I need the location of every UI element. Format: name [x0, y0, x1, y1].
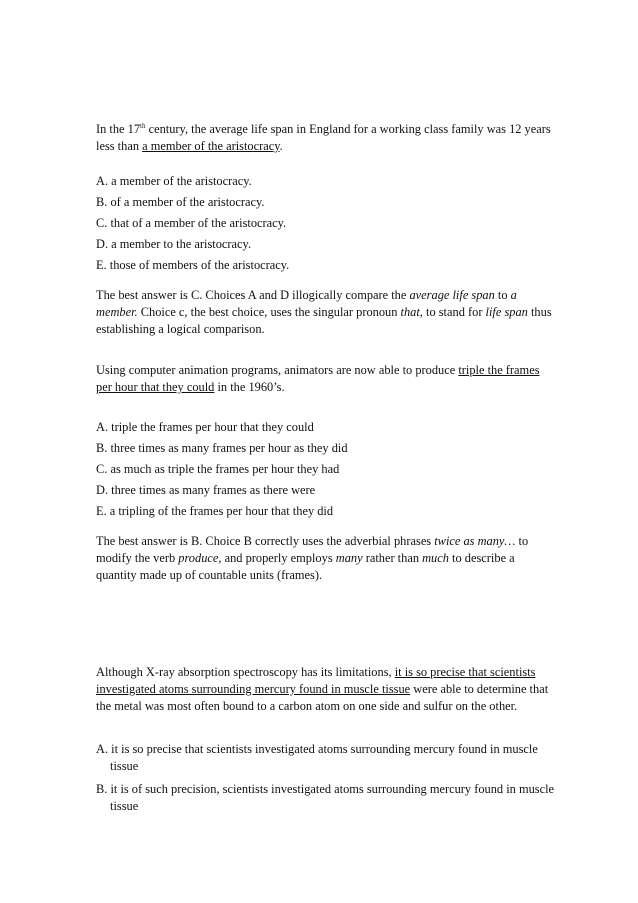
question-1-choices — [96, 173, 556, 274]
choice-c: C. that of a member of the aristocracy. — [96, 216, 287, 230]
question-2-choices — [96, 419, 556, 520]
choice-d: D. three times as many frames as there were — [96, 483, 316, 497]
underlined-phrase: triple the frames per hour that they could — [96, 363, 540, 394]
question-3-stem: Although X-ray absorption spectroscopy has its limitations, it is so precise that scientists investigated atoms surrounding mercury found in muscle tissue were able to determine that the metal was most often bound to a carbon atom on one side and sulfur on the other. — [96, 665, 549, 713]
question-3-choices — [96, 741, 556, 815]
choice-a: A. triple the frames per hour that they could — [96, 420, 314, 434]
underlined-phrase: a member of the aristocracy — [142, 139, 280, 153]
choice-a: A. a member of the aristocracy. — [96, 174, 252, 188]
question-2-explanation: The best answer is B. Choice B correctly uses the adverbial phrases twice as many… to modify the verb produce, and properly employs many rather than much to describe a quantity made up of countable units (frames). — [96, 534, 529, 582]
document-page — [96, 121, 556, 819]
choice-b: B. of a member of the aristocracy. — [96, 195, 265, 209]
choice-a: A. it is so precise that scientists investigated atoms surrounding mercury found in muscle tissue — [96, 742, 538, 773]
choice-e: E. those of members of the aristocracy. — [96, 258, 290, 272]
choice-c: C. as much as triple the frames per hour they had — [96, 462, 340, 476]
choice-b: B. it is of such precision, scientists investigated atoms surrounding mercury found in muscle tissue — [96, 782, 555, 813]
choice-b: B. three times as many frames per hour as they did — [96, 441, 348, 455]
question-2-stem: Using computer animation programs, animators are now able to produce triple the frames per hour that they could in the 1960’s. — [96, 363, 540, 394]
choice-e: E. a tripling of the frames per hour that they did — [96, 504, 334, 518]
question-1-stem: In the 17th century, the average life span in England for a working class family was 12 years less than a member of the aristocracy. — [96, 122, 551, 153]
underlined-phrase: it is so precise that scientists investigated atoms surrounding mercury found in muscle tissue — [96, 665, 536, 696]
choice-d: D. a member to the aristocracy. — [96, 237, 252, 251]
question-1-explanation: The best answer is C. Choices A and D illogically compare the average life span to a member. Choice c, the best choice, uses the singular pronoun that, to stand for life span thus establishing a logical comparison. — [96, 288, 552, 336]
